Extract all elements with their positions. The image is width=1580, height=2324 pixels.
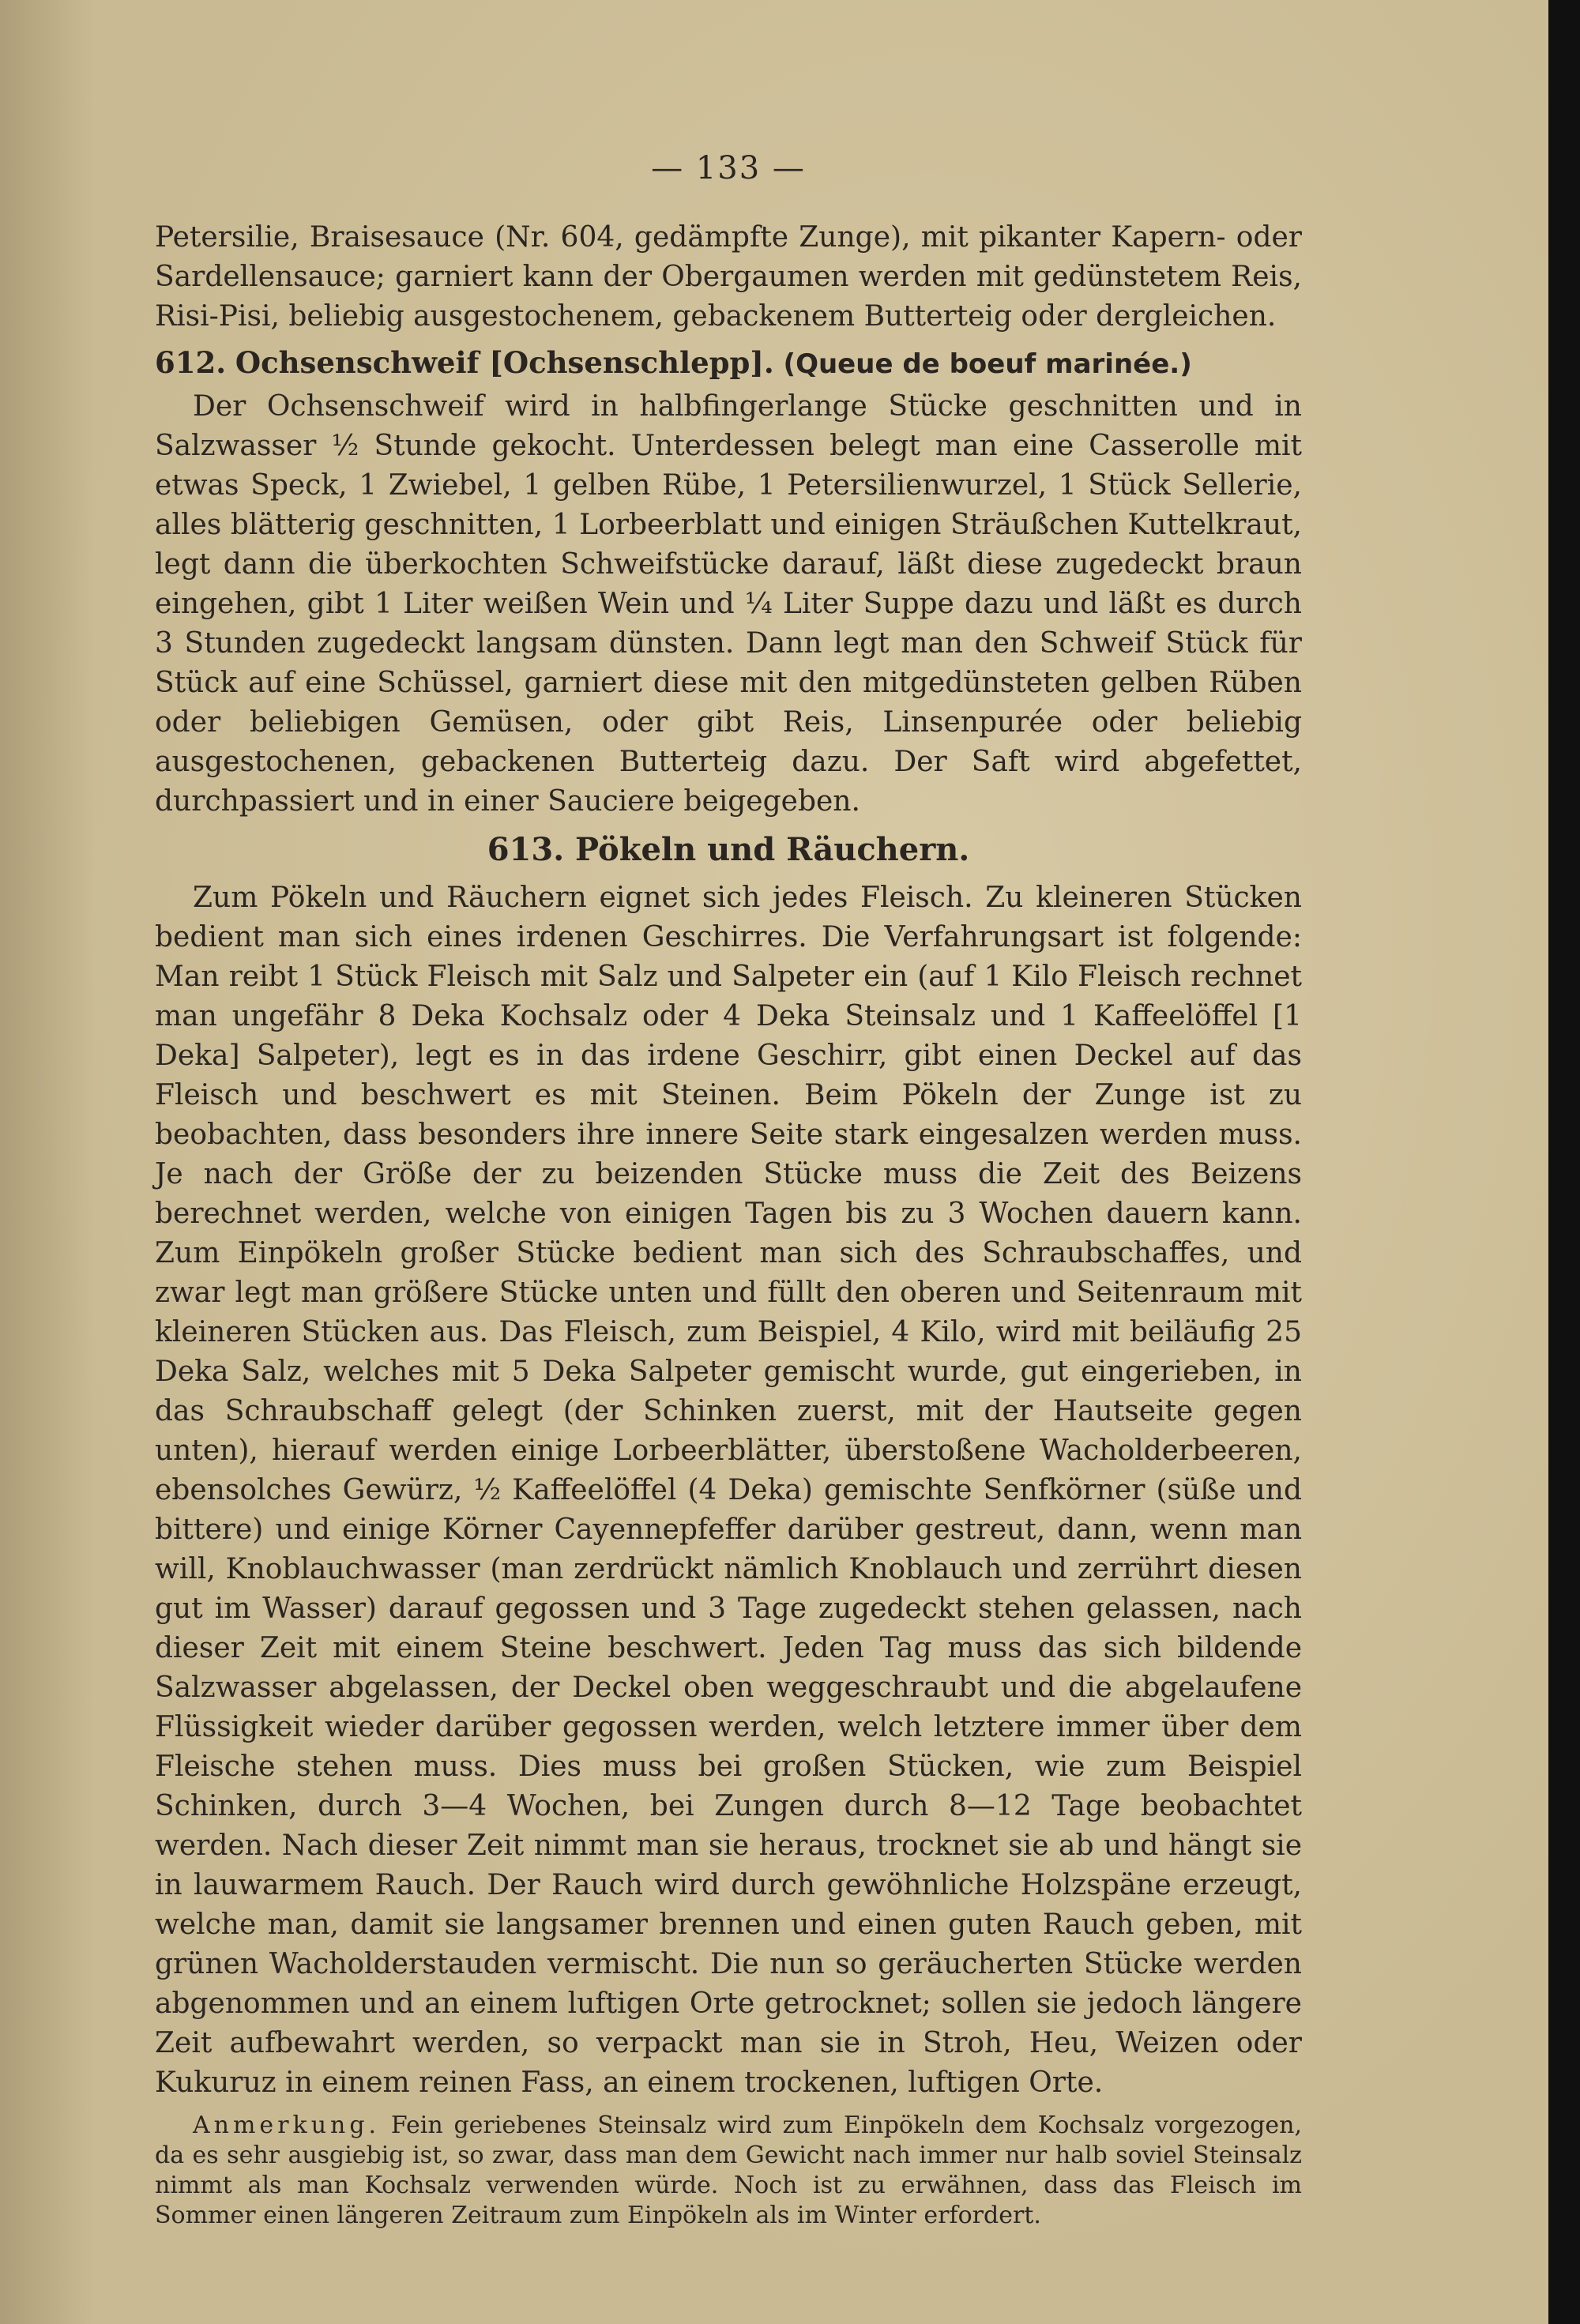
recipe-613-body: Zum Pökeln und Räuchern eignet sich jedes Fleisch. Zu kleineren Stücken bedient man sich eines irdenen Geschirres. Die Verfahrungsart ist folgende: Man reibt 1 Stück Fleisch mit Salz und Salpeter ein (auf 1 Kilo Fleisch rechnet man ungefähr 8 Deka Kochsalz oder 4 Deka Steinsalz und 1 Kaffeelöffel [1 Deka] Salpeter), legt es in das irdene Geschirr, gibt einen Deckel auf das Fleisch und beschwert es mit Steinen. Beim Pökeln der Zunge ist zu beobachten, dass besonders ihre innere Seite stark eingesalzen werden muss. Je nach der Größe der zu beizenden Stücke muss die Zeit des Beizens berechnet werden, welche von einigen Tagen bis zu 3 Wochen dauern kann. Zum Einpökeln großer Stücke bedient man sich des Schraubschaffes, und zwar legt man größere Stücke unten und füllt den oberen und Seitenraum mit kleineren Stücken aus. Das Fleisch, zum Beispiel, 4 Kilo, wird mit beiläufig 25 Deka Salz, welches mit 5 Deka Salpeter gemischt wurde, gut eingerieben, in das Schraubschaff gelegt (der Schinken zuerst, mit der Hautseite gegen unten), hierauf werden einige Lorbeerblätter, überstoßene Wacholderbeeren, ebensolches Gewürz, ½ Kaffeelöffel (4 Deka) gemischte Senfkörner (süße und bittere) und einige Körner Cayennepfeffer darüber gestreut, dann, wenn man will, Knoblauchwasser (man zerdrückt nämlich Knoblauch und zerrührt diesen gut im Wasser) darauf gegossen und 3 Tage zugedeckt stehen gelassen, nach dieser Zeit mit einem Steine beschwert. Jeden Tag muss das sich bildende Salzwasser abgelassen, der Deckel oben weggeschraubt und die abgelaufene Flüssigkeit wieder darüber gegossen werden, welch letztere immer über dem Fleische stehen muss. Dies muss bei großen Stücken, wie zum Beispiel Schinken, durch 3—4 Wochen, bei Zungen durch 8—12 Tage beobachtet werden. Nach dieser Zeit nimmt man sie heraus, trocknet sie ab und hängt sie in lauwarmem Rauch. Der Rauch wird durch gewöhnliche Holzspäne erzeugt, welche man, damit sie langsamer brennen und einen guten Rauch geben, mit grünen Wacholderstauden vermischt. Die nun so geräucherten Stücke werden abgenommen und an einem luftigen Orte getrocknet; sollen sie jedoch längere Zeit aufbewahrt werden, so verpackt man sie in Stroh, Heu, Weizen oder Kukuruz in einem reinen Fass, an einem trockenen, luftigen Orte.: [155, 882, 1302, 2099]
recipe-612-body: Der Ochsenschweif wird in halbfingerlange Stücke geschnitten und in Salzwasser ½ Stunde gekocht. Unterdessen belegt man eine Casserolle mit etwas Speck, 1 Zwiebel, 1 gelben Rübe, 1 Petersilienwurzel, 1 Stück Sellerie, alles blätterig geschnitten, 1 Lorbeerblatt und einigen Sträußchen Kuttelkraut, legt dann die überkochten Schweifstücke darauf, läßt diese zugedeckt braun eingehen, gibt 1 Liter weißen Wein und ¼ Liter Suppe dazu und läßt es durch 3 Stunden zugedeckt langsam dünsten. Dann legt man den Schweif Stück für Stück auf eine Schüssel, garniert diese mit den mitgedünsteten gelben Rüben oder beliebigen Gemüsen, oder gibt Reis, Linsenpurée oder beliebig ausgestochenen, gebackenen Butterteig dazu. Der Saft wird abgefettet, durchpassiert und in einer Sauciere beigegeben.: [155, 390, 1302, 818]
page-number: — 133 —: [651, 150, 806, 186]
recipe-612-french-title: (Queue de boeuf marinée.): [783, 348, 1192, 380]
recipe-612-number: 612.: [155, 345, 227, 380]
intro-paragraph: Petersilie, Braisesauce (Nr. 604, gedämpfte Zunge), mit pikanter Kapern- oder Sardellensauce; garniert kann der Obergaumen werden mit gedünstetem Reis, Risi-Pisi, beliebig ausgestochenem, gebackenem Butterteig oder dergleichen.: [155, 221, 1302, 333]
scan-dark-edge: [1548, 0, 1580, 2324]
note-label: Anmerkung.: [193, 2112, 381, 2139]
recipe-612-heading: [155, 340, 1302, 387]
recipe-613-note: [155, 2111, 1302, 2231]
recipe-613-heading: 613. Pökeln und Räuchern.: [487, 831, 970, 868]
note-text: Fein geriebenes Steinsalz wird zum Einpökeln dem Kochsalz vorgezogen, da es sehr ausgiebig ist, so zwar, dass man dem Gewicht nach immer nur halb soviel Steinsalz nimmt als man Kochsalz verwenden würde. Noch ist zu erwähnen, dass das Fleisch im Sommer einen längeren Zeitraum zum Einpökeln als im Winter erfordert.: [155, 2112, 1302, 2229]
page-text: [155, 150, 1302, 2231]
recipe-612-title: Ochsenschweif [Ochsenschlepp].: [235, 345, 774, 380]
